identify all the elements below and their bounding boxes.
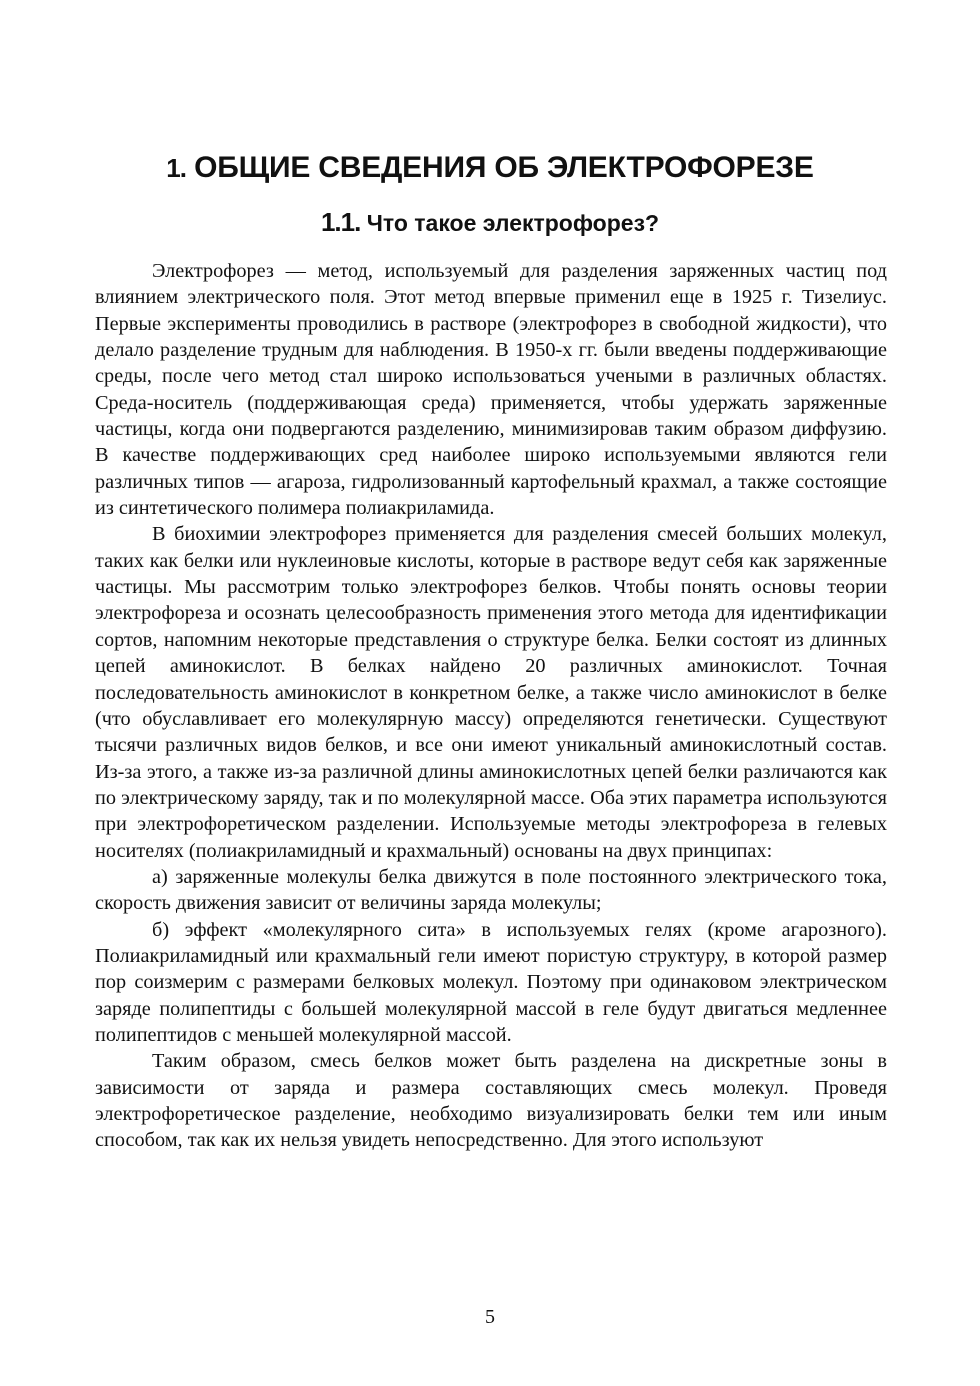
section-heading <box>0 206 980 239</box>
section-title: Что такое электрофорез? <box>366 210 660 236</box>
list-item-a: а) заряженные молекулы белка движутся в поле постоянного электрического тока, скорость движения зависит от величины заряда молекулы; <box>95 865 887 915</box>
body-text <box>95 258 887 1154</box>
paragraph: Таким образом, смесь белков может быть разделена на дискретные зоны в зависимости от заряда и размера составляющих смесь молекул. Проведя электрофоретическое разделение, необходимо визуализировать белки тем или иным способом, так как их нельзя увидеть непосредственно. Для этого используют <box>95 1050 887 1152</box>
chapter-number: 1. <box>166 153 186 183</box>
paragraph: В биохимии электрофорез применяется для разделения смесей больших молекул, таких как белки или нуклеиновые кислоты, которые в растворе ведут себя как заряженные частицы. Мы рассмотрим только электрофорез белков. Чтобы понять основы теории электрофореза и осознать целесообразность применения этого метода для идентификации сортов, напомним некоторые представления о структуре белка. Белки состоят из длинных цепей аминокислот. В белках найдено 20 различных аминокислот. Точная последовательность аминокислот в конкретном белке, а также число аминокислот в белке (что обуславливает его молекулярную массу) определяются генетически. Существуют тысячи различных видов белков, и все они имеют уникальный аминокислотный состав. Из-за этого, а также из-за различной длины аминокислотных цепей белки различаются как по электрическому заряду, так и по молекулярной массе. Оба этих параметра используются при электрофоретическом разделении. Используемые методы электрофореза в гелевых носителях (полиакриламидный и крахмальный) основаны на двух принципах: <box>95 523 887 862</box>
section-number: 1.1. <box>320 207 361 237</box>
chapter-title: ОБЩИЕ СВЕДЕНИЯ ОБ ЭЛЕКТРОФОРЕЗЕ <box>194 151 814 184</box>
page-number: 5 <box>485 1306 495 1328</box>
chapter-heading <box>0 148 980 188</box>
list-item-b: б) эффект «молекулярного сита» в используемых гелях (кроме агарозного). Полиакриламидный или крахмальный гели имеют пористую структуру, в которой размер пор соизмерим с размерами белковых молекул. Поэтому при одинаковом электрическом заряде полипептиды с большей молекулярной массой в геле будут двигаться медленнее полипептидов с меньшей молекулярной массой. <box>95 918 887 1046</box>
paragraph: Электрофорез — метод, используемый для разделения заряженных частиц под влиянием электрического поля. Этот метод впервые применил еще в 1925 г. Тизелиус. Первые эксперименты проводились в растворе (электрофорез в свободной жидкости), что делало разделение трудным для наблюдения. В 1950-х гг. были введены поддерживающие среды, после чего метод стал широко использоваться учеными в различных областях. Среда-носитель (поддерживающая среда) применяется, чтобы удержать заряженные частицы, когда они подвергаются разделению, минимизировав таким образом диффузию. В качестве поддерживающих сред наиболее широко используемыми являются гели различных типов — агароза, гидролизованный картофельный крахмал, а также состоящие из синтетического полимера полиакриламида. <box>95 260 887 520</box>
